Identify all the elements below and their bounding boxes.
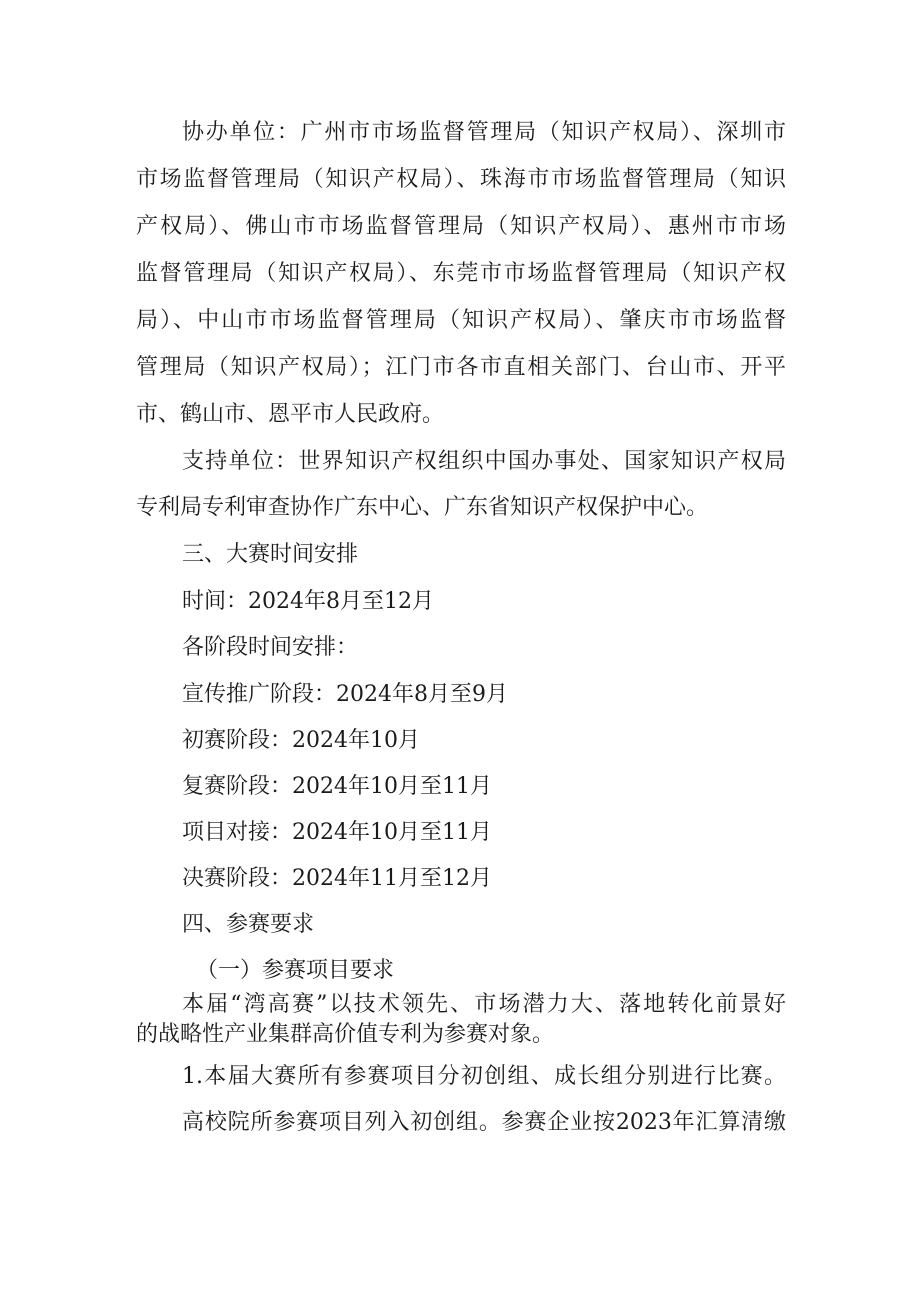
supporters-line-2: 专利局专利审查协作广东中心、广东省知识产权保护中心。 — [136, 495, 709, 520]
intro-line-1: 本届“湾高赛”以技术领先、市场潜力大、落地转化前景好 — [182, 992, 786, 1017]
section4-heading: 四、参赛要求 — [182, 912, 315, 937]
section3-time: 时间：2024年8月至12月 — [182, 589, 434, 614]
stage-preliminary: 初赛阶段：2024年10月 — [182, 728, 420, 753]
co-organizers-line-5: 局）、中山市市场监督管理局（知识产权局）、肇庆市市场监督 — [136, 308, 786, 333]
supporters-line-1: 支持单位：世界知识产权组织中国办事处、国家知识产权局 — [182, 449, 786, 474]
section3-heading: 三、大赛时间安排 — [182, 542, 359, 567]
stage-semifinal: 复赛阶段：2024年10月至11月 — [182, 774, 492, 799]
item1-continuation: 高校院所参赛项目列入初创组。参赛企业按2023年汇算清缴 — [182, 1110, 786, 1135]
co-organizers-line-7: 市、鹤山市、恩平市人民政府。 — [136, 402, 445, 427]
co-organizers-line-2: 市场监督管理局（知识产权局）、珠海市市场监督管理局（知识 — [136, 167, 786, 192]
stage-final: 决赛阶段：2024年11月至12月 — [182, 866, 492, 891]
co-organizers-line-3: 产权局）、佛山市市场监督管理局（知识产权局）、惠州市市场 — [136, 214, 786, 239]
stage-promotion: 宣传推广阶段：2024年8月至9月 — [182, 682, 508, 707]
stage-matching: 项目对接：2024年10月至11月 — [182, 820, 492, 845]
section3-stages-label: 各阶段时间安排： — [182, 635, 359, 660]
section4-sub1: （一）参赛项目要求 — [196, 958, 395, 983]
co-organizers-line-1: 协办单位：广州市市场监督管理局（知识产权局）、深圳市 — [182, 120, 786, 145]
co-organizers-line-4: 监督管理局（知识产权局）、东莞市市场监督管理局（知识产权 — [136, 261, 786, 286]
item1-line: 1.本届大赛所有参赛项目分初创组、成长组分别进行比赛。 — [182, 1064, 786, 1089]
intro-line-2: 的战略性产业集群高价值专利为参赛对象。 — [136, 1022, 555, 1047]
co-organizers-line-6: 管理局（知识产权局）；江门市各市直相关部门、台山市、开平 — [136, 355, 786, 380]
